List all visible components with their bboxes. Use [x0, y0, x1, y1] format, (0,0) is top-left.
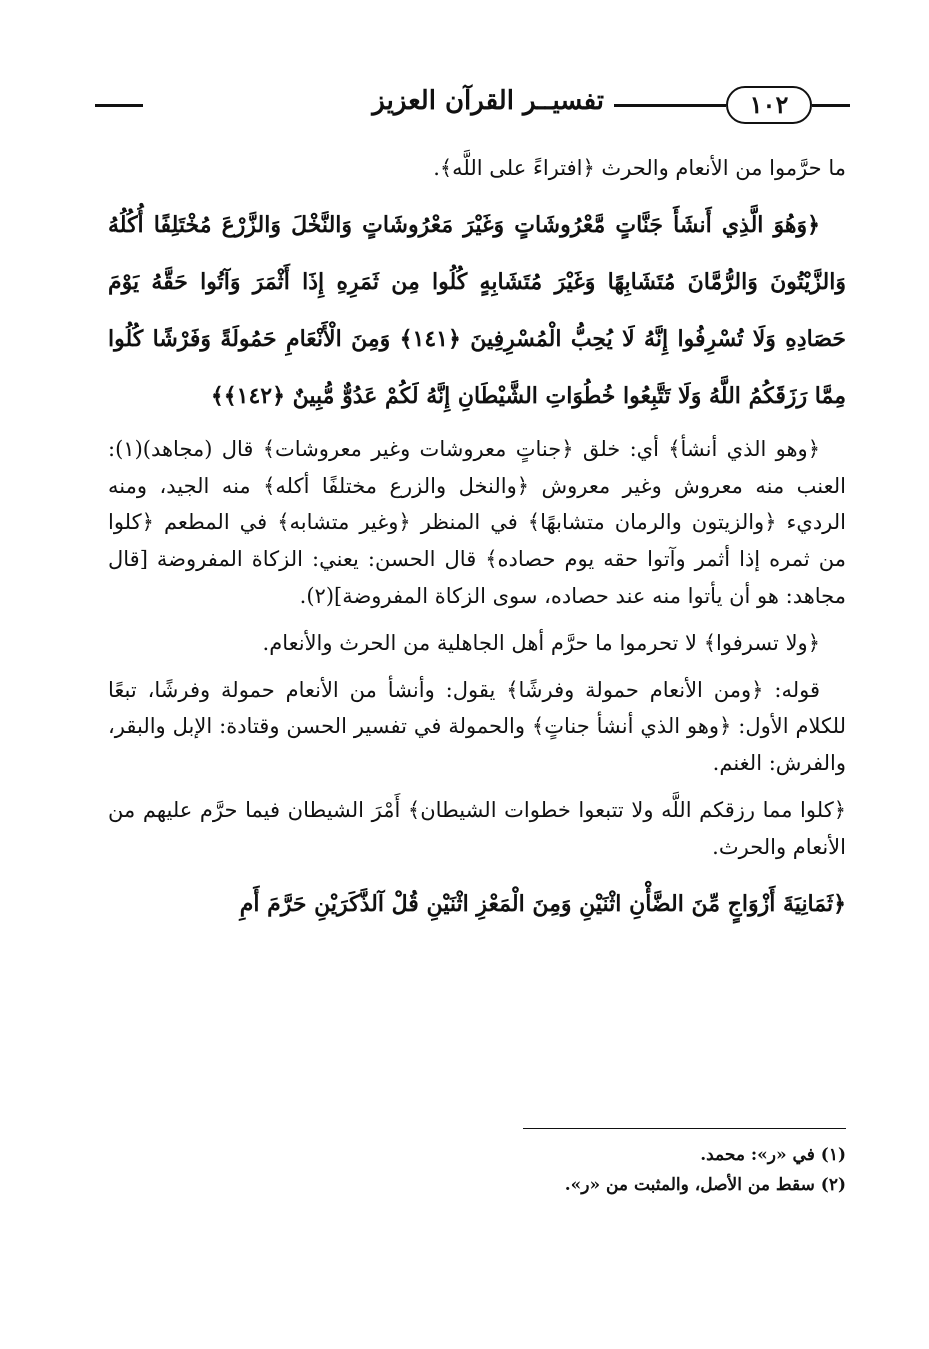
- footnote-item: (٢) سقط من الأصل، والمثبت من «ر».: [564, 1175, 846, 1195]
- footnotes: [246, 1140, 846, 1200]
- paragraph-continuation: ما حرَّموا من الأنعام والحرث ﴿افتراءً على اللَّه﴾.: [433, 156, 846, 180]
- header-rule-right: [812, 104, 850, 107]
- commentary-paragraph: قوله: ﴿ومن الأنعام حمولة وفرشًا﴾ يقول: وأنشأ من الأنعام حمولة وفرشًا، تبعًا للكلام الأول: ﴿وهو الذي أنشأ جناتٍ﴾ والحمولة في تفسير الحسن وقتادة: الإبل والبقر، والفرش: الغنم.: [108, 677, 846, 776]
- page-body: [108, 150, 846, 924]
- commentary-paragraph: ﴿ولا تسرفوا﴾ لا تحرموا ما حرَّم أهل الجاهلية من الحرث والأنعام.: [262, 630, 820, 655]
- commentary-paragraph: ﴿وهو الذي أنشأ﴾ أي: خلق ﴿جناتٍ معروشات وغير معروشات﴾ قال (مجاهد)(١): العنب منه معروش وغير معروش ﴿والنخل والزرع مختلفًا أكله﴾ منه الجيد، ومنه الرديء ﴿والزيتون والرمان متشابهًا﴾ في المنظر ﴿وغير متشابه﴾ في المطعم ﴿كلوا من ثمره إذا أثمر وآتوا حقه يوم حصاده﴾ قال الحسن: يعني: الزكاة المفروضة [قال مجاهد: هو أن يأتوا منه عند حصاده، سوى الزكاة المفروضة](٢).: [108, 436, 846, 608]
- quran-verse-block: ﴿وَهُوَ الَّذِي أَنشَأَ جَنَّاتٍ مَّعْرُوشَاتٍ وَغَيْرَ مَعْرُوشَاتٍ وَالنَّخْلَ وَالزَّرْعَ مُخْتَلِفًا أُكُلُهُ وَالزَّيْتُونَ وَالرُّمَّانَ مُتَشَابِهًا وَغَيْرَ مُتَشَابِهٍ كُلُوا مِن ثَمَرِهِ إِذَا أَثْمَرَ وَآتُوا حَقَّهُ يَوْمَ حَصَادِهِ وَلَا تُسْرِفُوا إِنَّهُ لَا يُحِبُّ الْمُسْرِفِينَ ﴿١٤١﴾ وَمِنَ الْأَنْعَامِ حَمُولَةً وَفَرْشًا كُلُوا مِمَّا رَزَقَكُمُ اللَّهُ وَلَا تَتَّبِعُوا خُطُوَاتِ الشَّيْطَانِ إِنَّهُ لَكُمْ عَدُوٌّ مُّبِينٌ ﴿١٤٢﴾﴾: [108, 211, 846, 409]
- footnote-item: (١) في «ر»: محمد.: [700, 1145, 846, 1165]
- running-title: تفسيــر القرآن العزيز: [372, 86, 604, 116]
- commentary-paragraph: ﴿كلوا مما رزقكم اللَّه ولا تتبعوا خطوات الشيطان﴾ أَمْرَ الشيطان فيما حرَّم عليهم من الأنعام والحرث.: [108, 797, 846, 859]
- header-rule-left: [95, 104, 143, 107]
- header-rule-middle: [614, 104, 726, 107]
- footnote-separator: [523, 1128, 846, 1129]
- page-header: [95, 80, 850, 130]
- page-number: ١٠٢: [726, 86, 812, 124]
- quran-verse-start: ﴿ثَمَانِيَةَ أَزْوَاجٍ مِّنَ الضَّأْنِ اثْنَيْنِ وَمِنَ الْمَعْزِ اثْنَيْنِ قُلْ آلذَّكَرَيْنِ حَرَّمَ أَمِ: [239, 890, 846, 917]
